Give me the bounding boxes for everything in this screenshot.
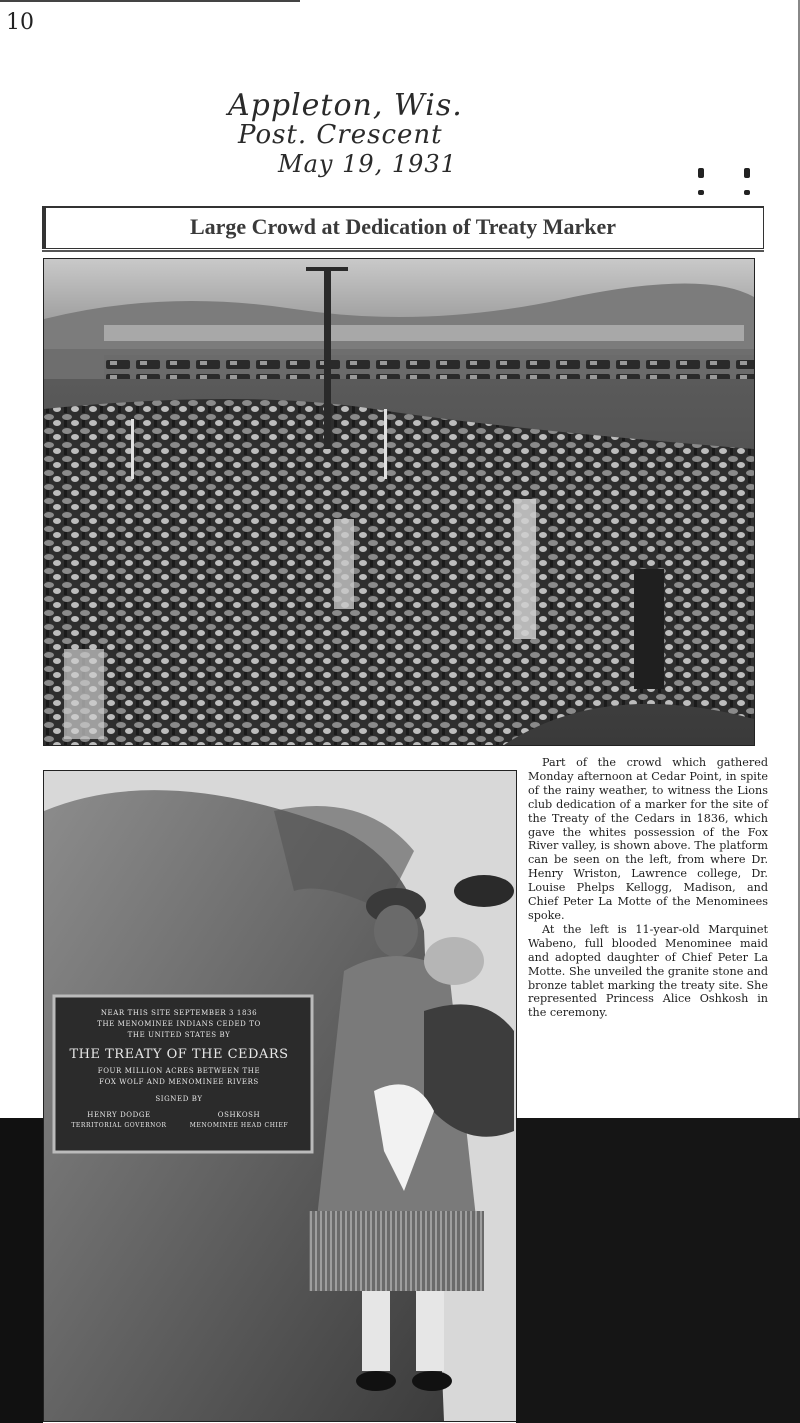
handwritten-newspaper: Post. Crescent xyxy=(238,120,443,150)
handwritten-date: May 19, 1931 xyxy=(278,150,457,178)
photo-caption xyxy=(528,756,768,1020)
plaque-line: FOX WOLF AND MENOMINEE RIVERS xyxy=(99,1078,259,1086)
scan-background xyxy=(0,1118,43,1423)
crowd-photo-image xyxy=(44,259,754,745)
plaque-title: THE TREATY OF THE CEDARS xyxy=(69,1047,289,1062)
top-rule xyxy=(0,0,300,2)
page-number: 10 xyxy=(6,10,34,35)
plaque-signer-title: TERRITORIAL GOVERNOR xyxy=(71,1122,167,1129)
plaque-line: THE UNITED STATES BY xyxy=(127,1031,231,1039)
handwritten-city: Appleton, Wis. xyxy=(228,88,463,123)
plaque-signer-name: OSHKOSH xyxy=(217,1111,261,1119)
plaque-signer-title: MENOMINEE HEAD CHIEF xyxy=(189,1122,289,1129)
plaque-line: THE MENOMINEE INDIANS CEDED TO xyxy=(97,1020,261,1028)
caption-paragraph: At the left is 11-year-old Marquinet Wabeno, full blooded Menominee maid and adopted daughter of Chief Peter La Motte. She unveiled the granite stone and bronze tablet marking the treaty site. She represented Princess Alice Oshkosh in the ceremony. xyxy=(528,922,768,1020)
binding-mark xyxy=(698,190,704,195)
binding-mark xyxy=(744,190,750,195)
headline-rule xyxy=(42,250,764,252)
headline-box xyxy=(42,206,764,249)
caption-paragraph: Part of the crowd which gathered Monday afternoon at Cedar Point, in spite of the rainy weather, to witness the Lions club dedication of a marker for the site of the Treaty of the Cedars in 1836, which gave the whites possession of the Fox River valley, is shown above. The platform can be seen on the left, from where Dr. Henry Wriston, Lawrence college, Dr. Louise Phelps Kellogg, Madison, and Chief Peter La Motte of the Menominees spoke. xyxy=(528,756,768,922)
scan-background xyxy=(516,1118,800,1423)
crowd-photo xyxy=(43,258,755,746)
binding-mark xyxy=(698,168,704,178)
plaque-line: FOUR MILLION ACRES BETWEEN THE xyxy=(97,1067,261,1075)
plaque-signer-name: HENRY DODGE xyxy=(87,1111,151,1119)
binding-mark xyxy=(744,168,750,178)
treaty-plaque xyxy=(52,1001,306,1151)
headline: Large Crowd at Dedication of Treaty Marker xyxy=(189,214,617,239)
plaque-line: NEAR THIS SITE SEPTEMBER 3 1836 xyxy=(100,1009,258,1017)
marker-photo xyxy=(43,770,517,1422)
plaque-signed: SIGNED BY xyxy=(155,1095,203,1103)
